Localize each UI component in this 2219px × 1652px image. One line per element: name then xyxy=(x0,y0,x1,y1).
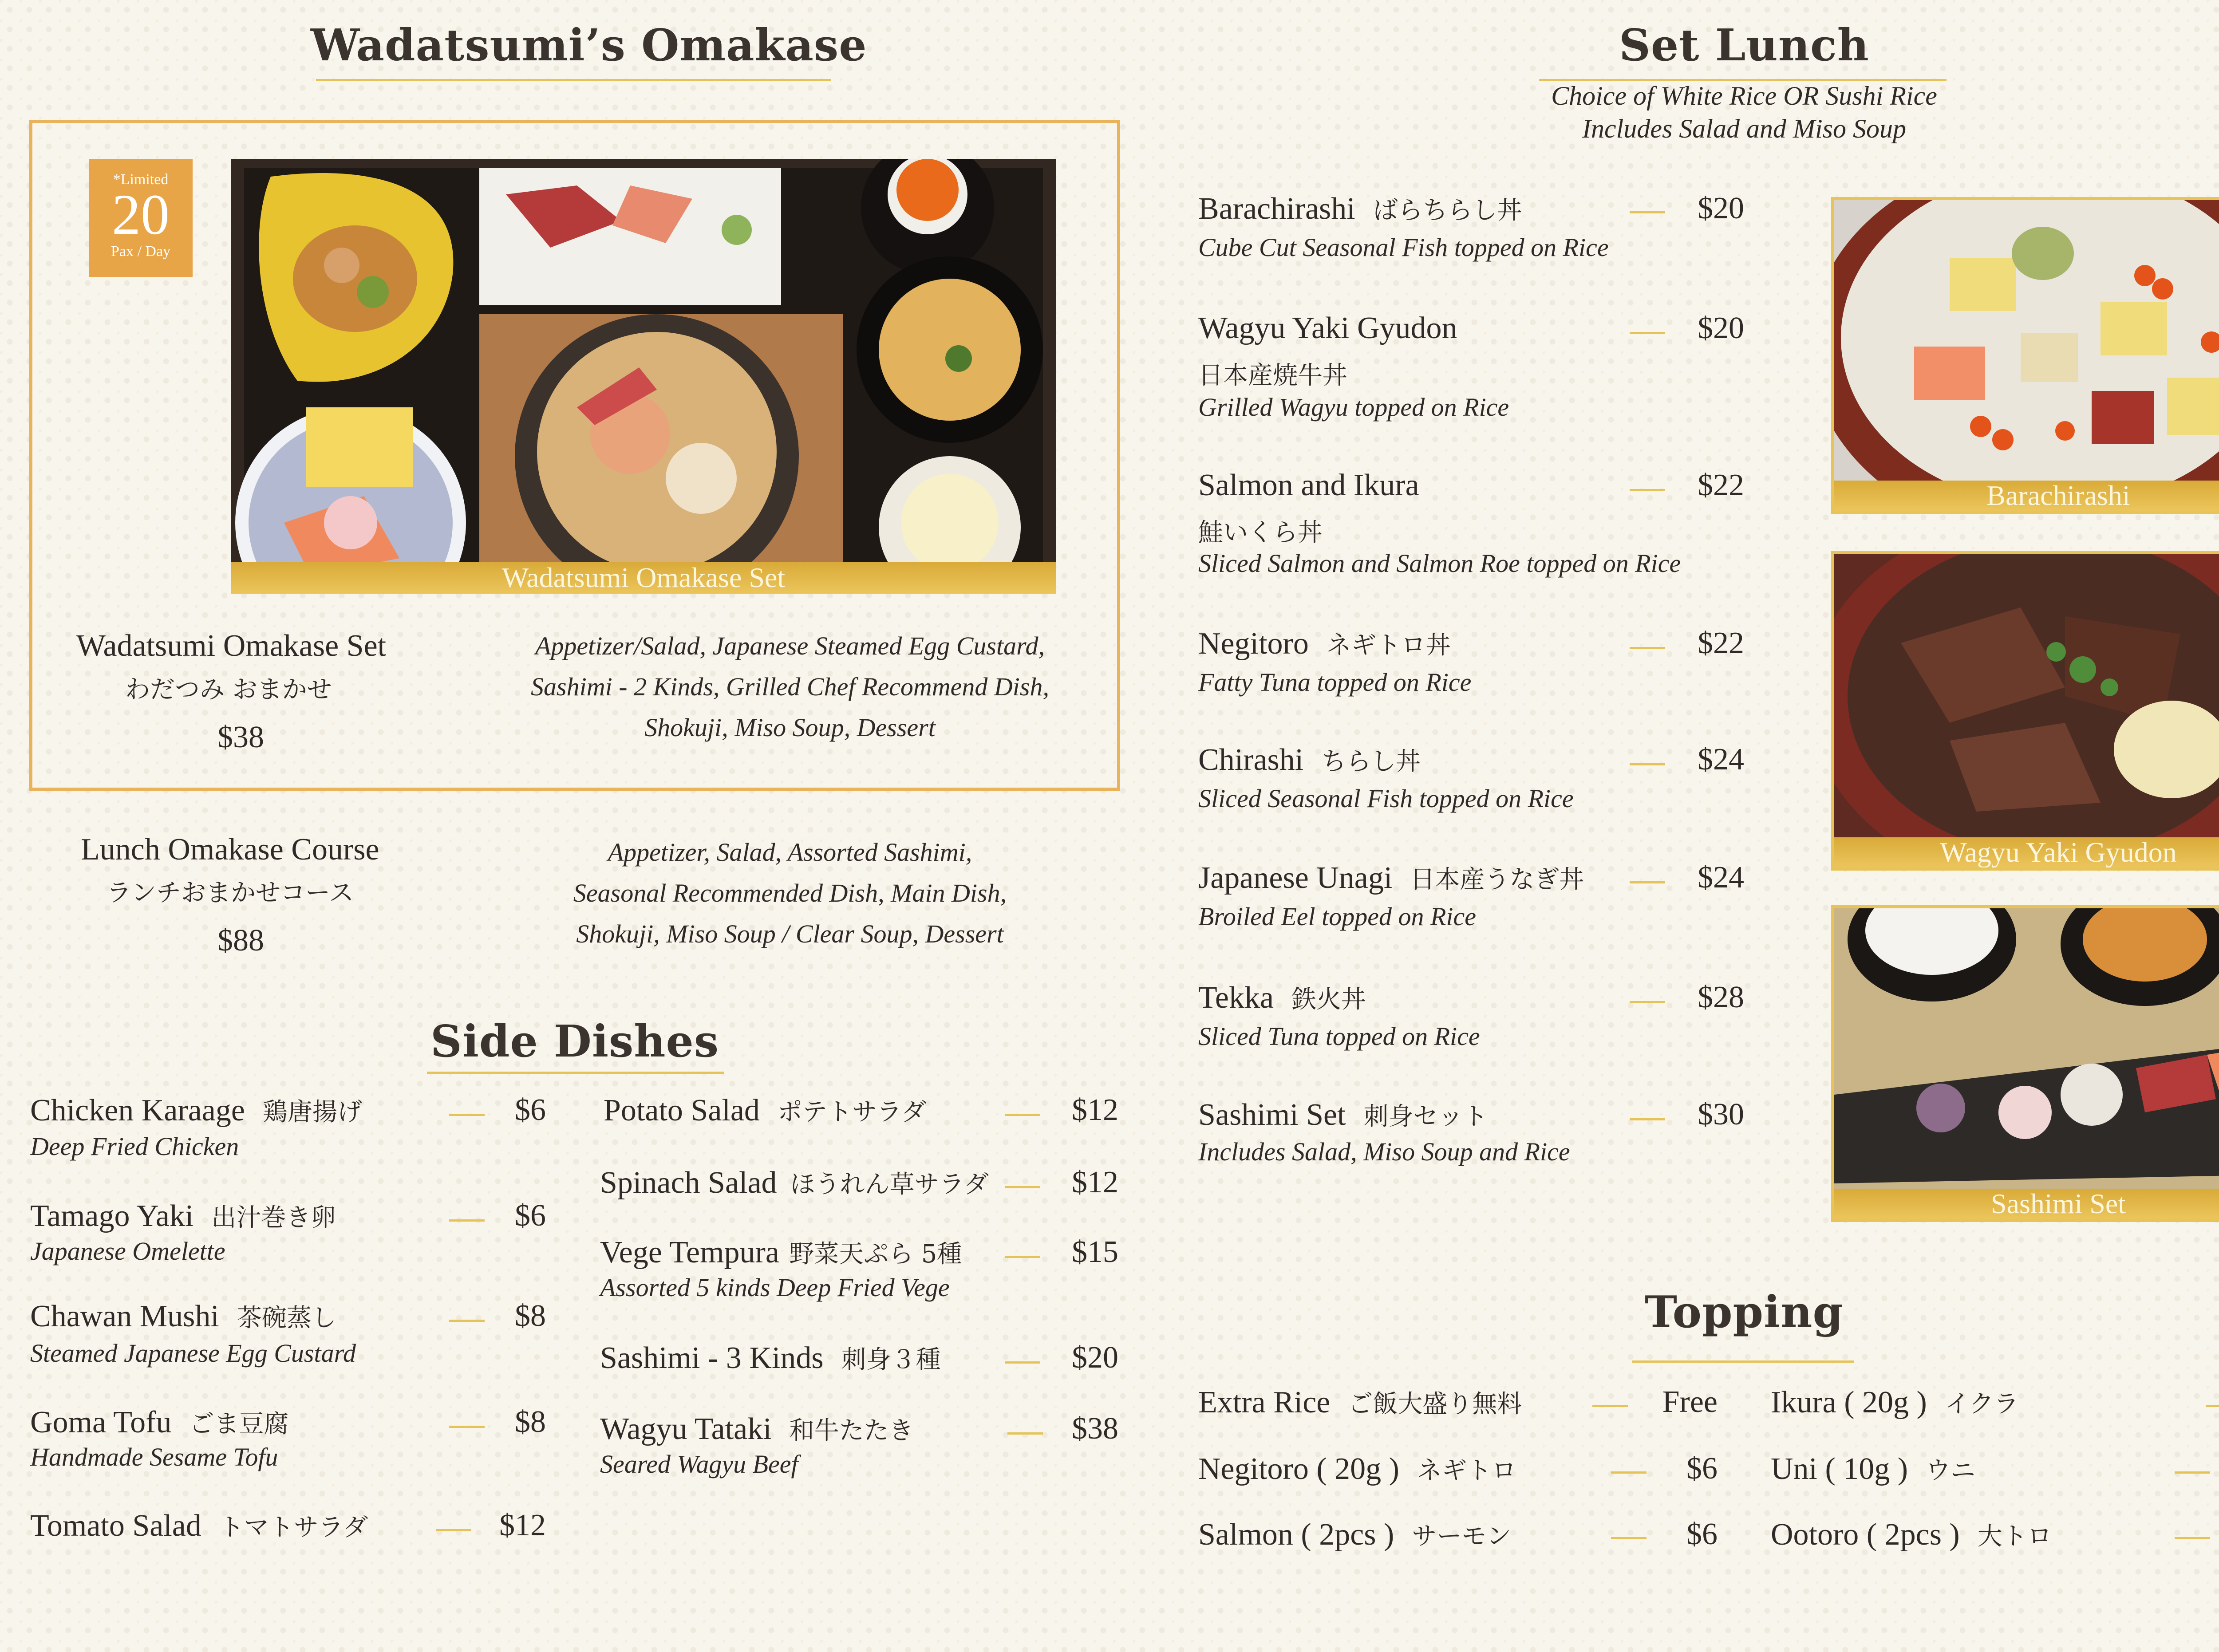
omakase-set-price: $38 xyxy=(217,720,264,754)
topping-item xyxy=(1198,1517,1511,1553)
omakase-set-desc-line: Appetizer/Salad, Japanese Steamed Egg Custard, xyxy=(535,631,1045,660)
sashimi-set-photo xyxy=(1831,905,2219,1222)
lunch-course-price: $88 xyxy=(217,923,264,958)
price-dash xyxy=(1630,489,1665,491)
wagyu-gyudon-illustration xyxy=(1834,554,2219,867)
side-dish-name-text: Tomato Salad xyxy=(30,1509,201,1543)
set-lunch-name-text: Barachirashi xyxy=(1198,192,1355,226)
price-dash xyxy=(1630,211,1665,213)
price-dash xyxy=(1630,1001,1665,1003)
set-lunch-item-name xyxy=(1198,860,1584,896)
topping-jp: ご飯大盛り無料 xyxy=(1348,1390,1522,1419)
topping-item xyxy=(1198,1384,1522,1420)
set-lunch-item-price: $30 xyxy=(1698,1097,1744,1132)
limited-badge-unit: Pax / Day xyxy=(111,243,171,260)
side-dish-name xyxy=(600,1411,914,1447)
side-dish-jp: 野菜天ぷら 5種 xyxy=(789,1240,962,1269)
set-lunch-item-desc: Sliced Seasonal Fish topped on Rice xyxy=(1198,784,1574,813)
set-lunch-name-text: Negitoro xyxy=(1198,627,1309,661)
set-lunch-jp: 刺身セット xyxy=(1363,1102,1488,1131)
price-dash xyxy=(2175,1471,2210,1474)
price-dash xyxy=(1007,1432,1043,1435)
lunch-course-desc-line: Seasonal Recommended Dish, Main Dish, xyxy=(573,879,1007,907)
set-lunch-item-jp: 鮭いくら丼 xyxy=(1198,518,1323,547)
sashimi-set-illustration xyxy=(1834,908,2219,1219)
topping-title-underline xyxy=(1632,1360,1854,1363)
set-lunch-item-desc: Includes Salad, Miso Soup and Rice xyxy=(1198,1137,1570,1166)
wagyu-yaki-gyudon-caption: Wagyu Yaki Gyudon xyxy=(1834,837,2219,867)
set-lunch-item-name xyxy=(1198,742,1421,778)
set-lunch-item-price: $20 xyxy=(1698,311,1744,345)
side-dish-jp: 刺身３種 xyxy=(841,1345,941,1374)
set-lunch-jp: ネギトロ丼 xyxy=(1326,631,1451,660)
omakase-set-photo xyxy=(231,159,1056,594)
price-dash xyxy=(1611,1471,1646,1474)
price-dash xyxy=(1630,647,1665,649)
set-lunch-name-text: Japanese Unagi xyxy=(1198,861,1393,895)
topping-name: Ikura ( 20g ) xyxy=(1771,1385,1927,1419)
topping-title: Topping xyxy=(1644,1287,1844,1338)
side-dish-desc: Japanese Omelette xyxy=(30,1237,225,1266)
barachirashi-illustration xyxy=(1834,200,2219,511)
side-dish-jp: ごま豆腐 xyxy=(189,1410,289,1439)
price-dash xyxy=(1005,1361,1040,1364)
topping-jp: 大トロ xyxy=(1977,1522,2052,1551)
price-dash xyxy=(2175,1537,2210,1539)
topping-name: Uni ( 10g ) xyxy=(1771,1452,1908,1486)
side-dish-price: $15 xyxy=(1072,1235,1118,1269)
side-dish-jp: トマトサラダ xyxy=(219,1513,368,1542)
set-lunch-name-text: Chirashi xyxy=(1198,743,1304,777)
set-lunch-jp: ばらちらし丼 xyxy=(1373,196,1522,225)
price-dash xyxy=(1630,332,1665,334)
topping-price: $6 xyxy=(1686,1451,1718,1486)
side-dish-name-text: Chicken Karaage xyxy=(30,1093,245,1128)
topping-price: $6 xyxy=(1686,1517,1718,1551)
set-lunch-item-name xyxy=(1198,1097,1488,1133)
side-dish-name-text: Chawan Mushi xyxy=(30,1299,219,1333)
set-lunch-item-name xyxy=(1198,191,1522,227)
side-dish-name-text: Potato Salad xyxy=(604,1093,760,1128)
set-lunch-item-desc: Sliced Salmon and Salmon Roe topped on Rice xyxy=(1198,549,1681,578)
side-dish-name-text: Goma Tofu xyxy=(30,1405,172,1439)
set-lunch-item-desc: Grilled Wagyu topped on Rice xyxy=(1198,393,1509,422)
price-dash xyxy=(449,1320,485,1322)
side-dishes-title-underline xyxy=(427,1072,724,1074)
set-lunch-item-name xyxy=(1198,626,1451,662)
side-dish-price: $12 xyxy=(1072,1093,1118,1127)
omakase-title: Wadatsumi’s Omakase xyxy=(311,20,867,71)
omakase-set-name: Wadatsumi Omakase Set xyxy=(76,629,387,663)
omakase-set-desc-line: Sashimi - 2 Kinds, Grilled Chef Recommend Dish, xyxy=(531,672,1049,701)
set-lunch-item-name xyxy=(1198,980,1366,1016)
side-dish-price: $8 xyxy=(515,1299,546,1333)
set-lunch-item-jp: 日本産焼牛丼 xyxy=(1198,361,1347,390)
side-dish-desc: Steamed Japanese Egg Custard xyxy=(30,1339,356,1368)
topping-name: Salmon ( 2pcs ) xyxy=(1198,1518,1394,1552)
side-dish-name xyxy=(600,1340,941,1376)
omakase-set-description xyxy=(488,626,1092,748)
price-dash xyxy=(2206,1405,2219,1407)
set-lunch-item-price: $22 xyxy=(1698,468,1744,502)
topping-name: Negitoro ( 20g ) xyxy=(1198,1452,1399,1486)
set-lunch-item-price: $24 xyxy=(1698,860,1744,895)
side-dish-price: $12 xyxy=(499,1508,546,1542)
set-lunch-jp: 日本産うなぎ丼 xyxy=(1410,865,1584,894)
side-dish-price: $8 xyxy=(515,1405,546,1439)
sashimi-set-caption: Sashimi Set xyxy=(1834,1189,2219,1219)
side-dish-desc: Handmade Sesame Tofu xyxy=(30,1443,278,1471)
side-dish-desc: Seared Wagyu Beef xyxy=(600,1450,798,1479)
limited-badge xyxy=(89,159,193,277)
set-lunch-item-desc: Fatty Tuna topped on Rice xyxy=(1198,668,1472,697)
barachirashi-photo xyxy=(1831,197,2219,514)
side-dish-jp: 和牛たたき xyxy=(789,1416,914,1445)
topping-item xyxy=(1771,1451,1975,1487)
side-dish-price: $38 xyxy=(1072,1411,1118,1446)
side-dish-name xyxy=(30,1092,362,1128)
omakase-set-desc-line: Shokuji, Miso Soup, Dessert xyxy=(644,713,936,742)
side-dish-name-text: Sashimi - 3 Kinds xyxy=(600,1341,824,1375)
limited-badge-number: 20 xyxy=(112,183,170,247)
price-dash xyxy=(449,1426,485,1428)
side-dish-jp: 茶碗蒸し xyxy=(237,1304,336,1333)
price-dash xyxy=(449,1114,485,1116)
side-dish-name xyxy=(600,1234,962,1270)
wagyu-yaki-gyudon-photo xyxy=(1831,551,2219,871)
set-lunch-item-price: $28 xyxy=(1698,980,1744,1014)
side-dishes-title: Side Dishes xyxy=(430,1016,719,1067)
topping-jp: サーモン xyxy=(1412,1522,1512,1551)
price-dash xyxy=(1630,881,1665,883)
topping-item xyxy=(1771,1384,2019,1420)
side-dish-name xyxy=(30,1508,368,1544)
side-dish-name-text: Wagyu Tataki xyxy=(600,1412,772,1446)
side-dish-jp: 出汁巻き卵 xyxy=(211,1203,336,1232)
set-lunch-name-text: Tekka xyxy=(1198,981,1274,1015)
topping-price: Free xyxy=(1662,1385,1718,1419)
side-dish-name xyxy=(604,1092,926,1128)
topping-jp: イクラ xyxy=(1944,1390,2019,1419)
topping-jp: ネギトロ xyxy=(1417,1456,1516,1485)
topping-name: Ootoro ( 2pcs ) xyxy=(1771,1518,1960,1552)
topping-item xyxy=(1198,1451,1516,1487)
side-dish-name xyxy=(600,1165,989,1201)
topping-name: Extra Rice xyxy=(1198,1385,1331,1419)
set-lunch-item-desc: Cube Cut Seasonal Fish topped on Rice xyxy=(1198,233,1609,262)
side-dish-jp: ほうれん草サラダ xyxy=(790,1170,989,1199)
side-dish-desc: Assorted 5 kinds Deep Fried Vege xyxy=(600,1273,950,1302)
omakase-title-underline xyxy=(316,79,831,81)
side-dish-jp: ポテトサラダ xyxy=(777,1098,927,1127)
side-dish-price: $6 xyxy=(515,1093,546,1127)
lunch-course-name: Lunch Omakase Course xyxy=(81,832,379,867)
set-lunch-title: Set Lunch xyxy=(1619,20,1869,71)
set-lunch-item-price: $20 xyxy=(1698,191,1744,225)
omakase-photo-caption: Wadatsumi Omakase Set xyxy=(231,562,1056,594)
set-lunch-item-desc: Sliced Tuna topped on Rice xyxy=(1198,1022,1480,1051)
limited-badge-small: *Limited xyxy=(113,171,169,188)
set-lunch-item-name: Salmon and Ikura xyxy=(1198,468,1419,502)
topping-jp: ウニ xyxy=(1926,1456,1976,1485)
topping-item xyxy=(1771,1517,2052,1553)
price-dash xyxy=(1005,1114,1040,1116)
price-dash xyxy=(1611,1537,1646,1539)
side-dish-price: $12 xyxy=(1072,1165,1118,1199)
price-dash xyxy=(1005,1256,1040,1258)
set-lunch-jp: 鉄火丼 xyxy=(1291,985,1366,1014)
price-dash xyxy=(1592,1405,1628,1407)
set-lunch-name-text: Sashimi Set xyxy=(1198,1098,1346,1132)
price-dash xyxy=(449,1219,485,1222)
side-dish-price: $20 xyxy=(1072,1341,1118,1375)
side-dish-price: $6 xyxy=(515,1199,546,1233)
price-dash xyxy=(1630,763,1665,765)
lunch-course-desc-line: Shokuji, Miso Soup / Clear Soup, Dessert xyxy=(576,919,1004,948)
side-dish-name xyxy=(30,1298,336,1334)
side-dish-name xyxy=(30,1404,289,1440)
side-dish-desc: Deep Fried Chicken xyxy=(30,1132,239,1161)
side-dish-name-text: Spinach Salad xyxy=(600,1166,777,1200)
set-lunch-item-name: Wagyu Yaki Gyudon xyxy=(1198,311,1457,345)
lunch-course-desc-line: Appetizer, Salad, Assorted Sashimi, xyxy=(608,838,972,867)
set-lunch-item-price: $22 xyxy=(1698,626,1744,660)
side-dish-jp: 鶏唐揚げ xyxy=(262,1098,362,1127)
set-lunch-subtitle: Includes Salad and Miso Soup xyxy=(1582,114,1906,143)
side-dish-name-text: Tamago Yaki xyxy=(30,1199,194,1233)
side-dish-name-text: Vege Tempura xyxy=(600,1235,779,1270)
side-dish-name xyxy=(30,1198,336,1234)
set-lunch-subtitle: Choice of White Rice OR Sushi Rice xyxy=(1551,81,1937,110)
set-lunch-jp: ちらし丼 xyxy=(1321,747,1421,776)
set-lunch-item-price: $24 xyxy=(1698,742,1744,777)
lunch-course-description xyxy=(488,832,1092,954)
price-dash xyxy=(1005,1186,1040,1188)
barachirashi-caption: Barachirashi xyxy=(1834,481,2219,511)
omakase-set-illustration xyxy=(231,159,1056,594)
omakase-set-jp: わだつみ おまかせ xyxy=(125,675,332,704)
set-lunch-item-desc: Broiled Eel topped on Rice xyxy=(1198,902,1476,931)
lunch-course-jp: ランチおまかせコース xyxy=(107,879,354,907)
price-dash xyxy=(436,1529,471,1531)
price-dash xyxy=(1630,1118,1665,1120)
